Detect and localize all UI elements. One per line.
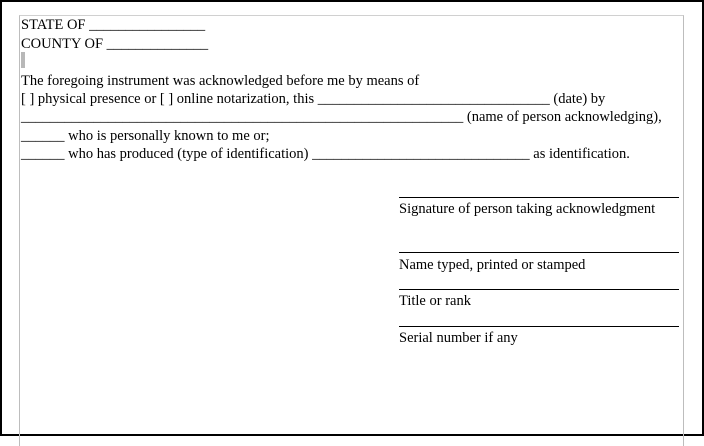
- name-label: Name typed, printed or stamped: [399, 257, 586, 273]
- document-page[interactable]: [19, 15, 684, 446]
- title-label: Title or rank: [399, 293, 471, 309]
- serial-rule: [399, 326, 679, 327]
- county-line: COUNTY OF ______________: [21, 36, 209, 52]
- text-cursor: [21, 52, 25, 68]
- signature-label: Signature of person taking acknowledgment: [399, 201, 656, 217]
- name-rule: [399, 252, 679, 253]
- acknowledgment-line-1: The foregoing instrument was acknowledged before me by means of: [21, 73, 420, 89]
- title-rule: [399, 289, 679, 290]
- state-line: STATE OF ________________: [21, 17, 206, 33]
- personally-known-line: ______ who is personally known to me or;: [21, 128, 270, 144]
- acknowledgment-line-2: [ ] physical presence or [ ] online notarization, this ________________________________ (date) by: [21, 91, 606, 107]
- signature-rule: [399, 197, 679, 198]
- produced-identification-line: ______ who has produced (type of identification) ______________________________ as identification.: [21, 146, 630, 162]
- acknowledgment-line-3: _____________________________________________________________ (name of person acknowledging),: [21, 109, 662, 125]
- serial-label: Serial number if any: [399, 330, 518, 346]
